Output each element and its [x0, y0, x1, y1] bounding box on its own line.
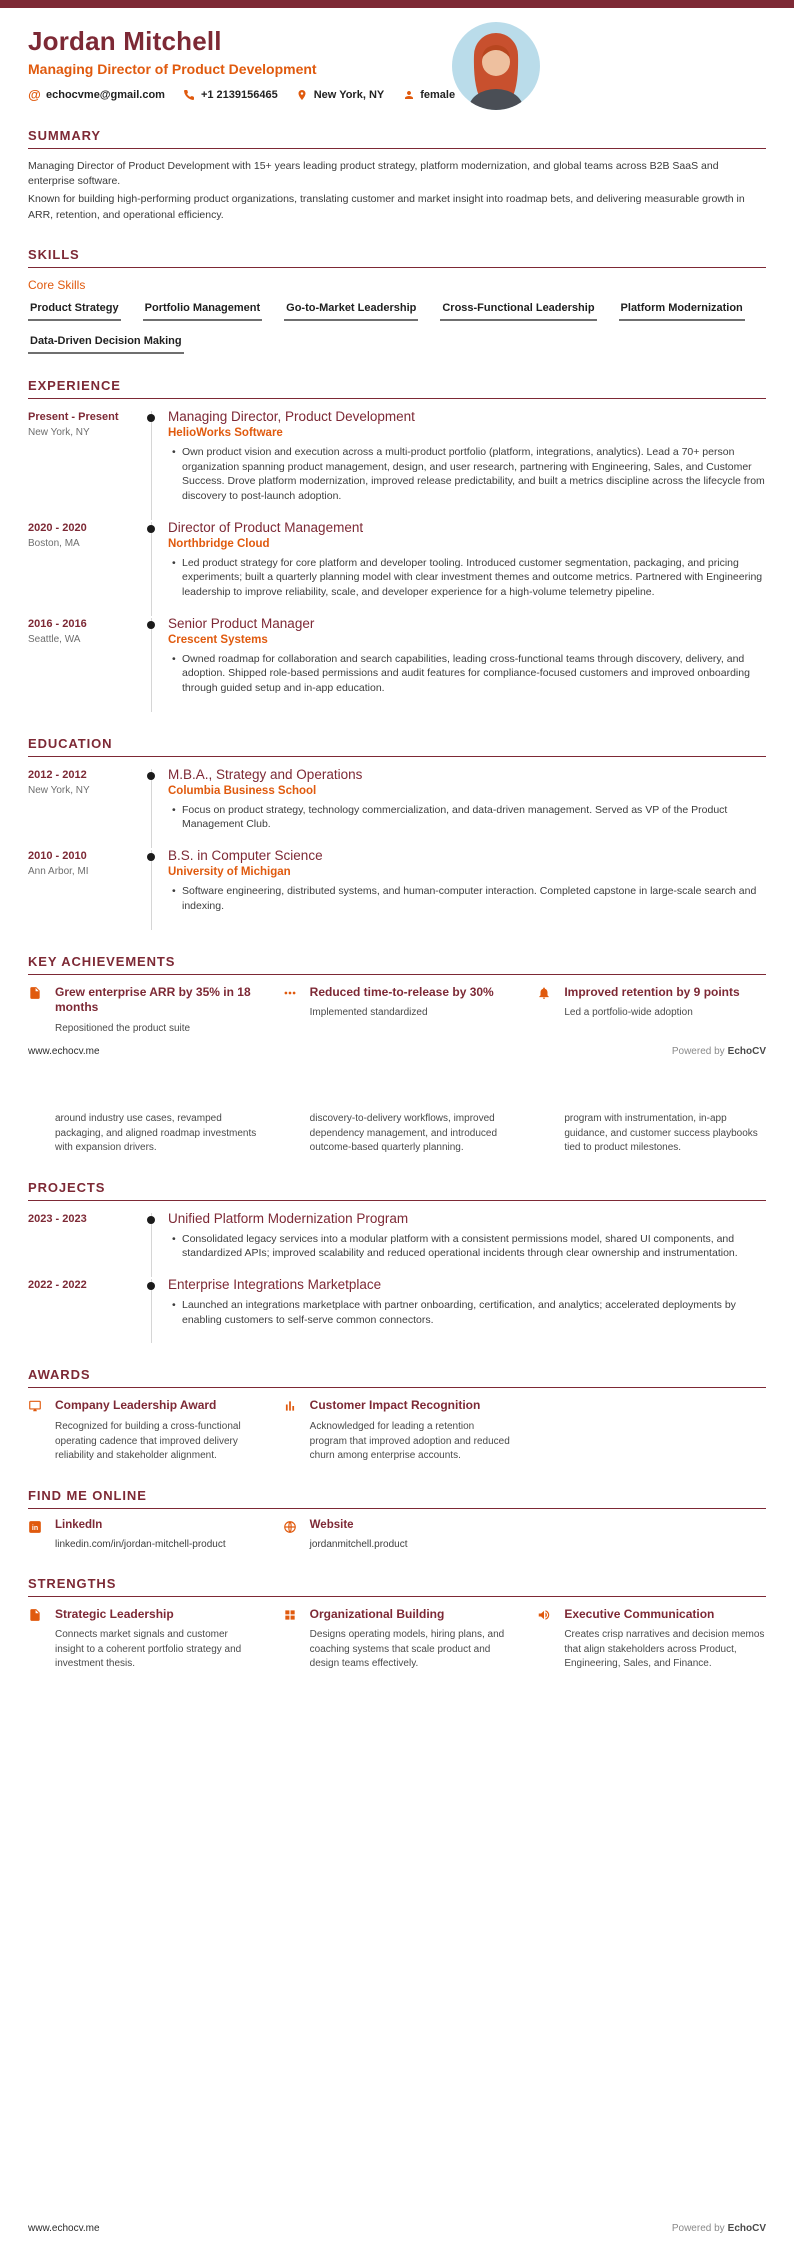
timeline: [134, 767, 168, 848]
ellipsis-icon: [283, 985, 302, 1000]
person-icon: [402, 88, 415, 101]
project-bullet: • Launched an integrations marketplace with partner onboarding, certification, and analytics; accelerated deployments by enabling customers to self-serve common connectors.: [182, 1298, 766, 1327]
section-strengths: [28, 1576, 766, 1672]
awards-grid-spacer: [537, 1398, 766, 1463]
experience-title: Managing Director, Product Development: [168, 408, 415, 424]
achievement-card: [283, 985, 512, 1037]
award-card: [28, 1398, 257, 1463]
skill-chip: Go-to-Market Leadership: [284, 302, 418, 321]
strengths-grid: [28, 1607, 766, 1672]
skills-heading: SKILLS: [28, 246, 80, 262]
powered-by: [672, 2223, 766, 2234]
online-grid: [28, 1519, 766, 1552]
summary-heading: SUMMARY: [28, 128, 101, 143]
online-card-linkedin: [28, 1519, 257, 1552]
online-heading: FIND ME ONLINE: [28, 1487, 147, 1503]
strength-content: [55, 1607, 257, 1672]
project-content: [168, 1211, 766, 1277]
experience-bullets: [168, 556, 766, 600]
education-location: Ann Arbor, MI: [28, 866, 89, 878]
globe-icon: [283, 1519, 302, 1534]
timeline-dot: [147, 525, 155, 533]
education-degree: B.S. in Computer Science: [168, 848, 323, 864]
section-achievements: [28, 954, 766, 1037]
strength-card: [28, 1607, 257, 1672]
awards-heading: AWARDS: [28, 1367, 91, 1383]
achievement-card: [537, 985, 766, 1037]
powered-by-prefix: Powered by: [671, 2223, 725, 2234]
achievements-grid: [28, 985, 766, 1037]
online-grid-spacer: [537, 1519, 766, 1552]
project-bullets: [168, 1232, 766, 1261]
strength-body: Connects market signals and customer insight to a coherent portfolio strategy and investment thesis.: [55, 1629, 242, 1670]
footer-site-link[interactable]: www.echocv.me: [28, 2223, 100, 2234]
contact-gender-text: female: [420, 88, 456, 101]
education-bullets: [168, 884, 766, 913]
speaker-icon: [537, 1607, 556, 1622]
bell-icon: [537, 985, 556, 1000]
section-rule: [28, 267, 766, 268]
experience-bullets: [168, 652, 766, 696]
online-card-website: [283, 1519, 512, 1552]
experience-bullet: • Own product vision and execution across a multi-product portfolio (platform, integrations, analytics). Lead a 70+ person organization spanning product management, design, and user research, partnering with Engineering, Sales, and Customer Success. Drove platform modernization, improved release predictability, and built a metrics discipline across the lifecycle from discovery to post-launch adoption.: [182, 445, 766, 504]
award-content: [310, 1398, 512, 1463]
timeline-dot: [147, 1216, 155, 1224]
award-content: [55, 1398, 257, 1463]
experience-entry: [28, 520, 766, 616]
contact-row: [28, 88, 766, 101]
section-awards: [28, 1367, 766, 1463]
experience-content: [168, 409, 766, 520]
svg-text:in: in: [31, 1524, 39, 1532]
section-rule: [28, 974, 766, 975]
award-body: Recognized for building a cross-functional operating cadence that improved delivery reliability and stakeholder alignment.: [55, 1421, 241, 1462]
echocv-brand: EchoCV: [727, 1046, 766, 1058]
achievement-title: Reduced time-to-release by 30%: [309, 984, 494, 999]
strength-card: [283, 1607, 512, 1672]
contact-email[interactable]: [28, 88, 165, 101]
section-rule: [28, 148, 766, 149]
award-title: Customer Impact Recognition: [309, 1398, 481, 1413]
education-school: Columbia Business School: [168, 784, 317, 797]
email-icon: @: [28, 87, 41, 102]
skills-group-label: Core Skills: [28, 277, 86, 292]
experience-location: Seattle, WA: [28, 633, 81, 645]
experience-dates: 2016 - 2016: [28, 617, 87, 630]
timeline: [134, 616, 168, 712]
footer-site-link[interactable]: www.echocv.me: [28, 1046, 100, 1058]
job-title: Managing Director of Product Development: [28, 61, 317, 77]
achievement-card: [28, 985, 257, 1037]
section-rule: [28, 398, 766, 399]
education-content: [168, 767, 766, 848]
page1-footer: [28, 1046, 766, 1057]
strength-body: Designs operating models, hiring plans, and coaching systems that scale product and design teams effectively.: [309, 1629, 505, 1670]
bar-chart-icon: [283, 1398, 302, 1413]
experience-dates-cell: [28, 409, 134, 520]
strength-card: [537, 1607, 766, 1672]
timeline-dot: [147, 414, 155, 422]
contact-location-text: New York, NY: [313, 88, 385, 101]
top-accent-bar: [0, 0, 794, 8]
page-content: [0, 8, 794, 1672]
strength-content: [310, 1607, 512, 1672]
experience-location: Boston, MA: [28, 537, 80, 549]
section-rule: [28, 756, 766, 757]
strength-title: Executive Communication: [564, 1606, 715, 1621]
education-heading: EDUCATION: [28, 735, 113, 751]
contact-phone[interactable]: [183, 88, 278, 101]
achievement-intro: Implemented standardized: [309, 1007, 428, 1019]
project-entry: [28, 1211, 766, 1277]
online-label: Website: [309, 1518, 354, 1531]
experience-bullet: • Owned roadmap for collaboration and search capabilities, leading cross-functional teams through discovery, delivery, and adoption. Shipped role-based permissions and audit features for compliance-focused customers and improved onboarding through guided setup and in-app education.: [182, 652, 766, 696]
project-title: Enterprise Integrations Marketplace: [168, 1277, 382, 1293]
experience-title: Senior Product Manager: [168, 615, 315, 631]
award-title: Company Leadership Award: [55, 1398, 217, 1413]
experience-dates-cell: [28, 616, 134, 712]
education-bullet: • Focus on product strategy, technology commercialization, and data-driven management. Served as VP of the Product Management Club.: [182, 803, 766, 832]
experience-company: Northbridge Cloud: [168, 537, 270, 550]
timeline-dot: [147, 853, 155, 861]
experience-dates: Present - Present: [28, 410, 119, 423]
summary-paragraph: Known for building high-performing product organizations, translating customer and market insight into roadmap bets, and delivering measurable growth in ARR, retention, and operational efficiency.: [28, 193, 745, 221]
section-summary: [28, 128, 766, 223]
website-url-link[interactable]: jordanmitchell.product: [309, 1538, 408, 1550]
award-body: Acknowledged for leading a retention program that improved adoption and reduced churn among enterprise accounts.: [309, 1421, 510, 1462]
grid-icon: [283, 1607, 302, 1622]
experience-content: [168, 520, 766, 616]
resume-header: [28, 8, 766, 104]
skill-chip: Cross-Functional Leadership: [440, 302, 596, 321]
section-experience: [28, 378, 766, 712]
project-dates-cell: [28, 1277, 134, 1343]
contact-location: [296, 88, 385, 101]
project-bullets: [168, 1298, 766, 1327]
skill-chip: Portfolio Management: [143, 302, 263, 321]
achievement-intro: Repositioned the product suite: [55, 1022, 191, 1034]
online-label: LinkedIn: [55, 1518, 103, 1531]
powered-by-prefix: Powered by: [671, 1046, 725, 1058]
strength-title: Strategic Leadership: [55, 1606, 174, 1621]
section-rule: [28, 1387, 766, 1388]
achievement-content: [564, 985, 766, 1021]
section-rule: [28, 1200, 766, 1201]
strength-content: [564, 1607, 766, 1672]
timeline: [134, 1277, 168, 1343]
section-find-me-online: [28, 1488, 766, 1552]
experience-company: Crescent Systems: [168, 633, 268, 646]
achievement-content: [310, 985, 512, 1021]
skill-chip: Data-Driven Decision Making: [28, 335, 184, 354]
timeline-dot: [147, 1282, 155, 1290]
strength-title: Organizational Building: [309, 1606, 445, 1621]
education-content: [168, 848, 766, 929]
education-bullets: [168, 803, 766, 832]
powered-by: [672, 1046, 766, 1057]
strengths-heading: STRENGTHS: [28, 1575, 117, 1591]
contact-email-text: echocvme@gmail.com: [46, 88, 165, 101]
project-dates-cell: [28, 1211, 134, 1277]
timeline: [134, 409, 168, 520]
timeline: [134, 1211, 168, 1277]
experience-dates: 2020 - 2020: [28, 521, 87, 534]
skills-list: [28, 302, 766, 354]
projects-heading: PROJECTS: [28, 1179, 106, 1195]
online-content: [55, 1519, 257, 1552]
person-name: Jordan Mitchell: [28, 26, 222, 56]
project-dates: 2023 - 2023: [28, 1212, 87, 1225]
project-content: [168, 1277, 766, 1343]
experience-bullets: [168, 445, 766, 504]
linkedin-url-link[interactable]: linkedin.com/in/jordan-mitchell-product: [55, 1538, 226, 1550]
skill-chip: Platform Modernization: [619, 302, 745, 321]
achievements-heading: KEY ACHIEVEMENTS: [28, 953, 176, 969]
experience-dates-cell: [28, 520, 134, 616]
file-icon: [28, 1607, 47, 1622]
achievement-title: Improved retention by 9 points: [564, 984, 740, 999]
file-icon: [28, 985, 47, 1000]
experience-bullet: • Led product strategy for core platform and developer tooling. Introduced customer segmentation, packaging, and pricing experiments; built a quarterly planning model with clear investment themes and outcome metrics. Partnered with Engineering leadership to improve reliability, scale, and developer experience for a high-volume telemetry pipeline.: [182, 556, 766, 600]
education-bullet: • Software engineering, distributed systems, and human-computer interaction. Completed capstone in large-scale search and indexing.: [182, 884, 766, 913]
page-break-gap: [28, 1057, 766, 1112]
achievement-content: [55, 985, 257, 1037]
location-pin-icon: [296, 88, 309, 101]
project-title: Unified Platform Modernization Program: [168, 1210, 409, 1226]
education-location: New York, NY: [28, 784, 90, 796]
summary-paragraph: Managing Director of Product Development with 15+ years leading product strategy, platform modernization, and global teams across B2B SaaS and enterprise software.: [28, 160, 719, 188]
online-content: [310, 1519, 512, 1552]
project-dates: 2022 - 2022: [28, 1279, 87, 1292]
experience-entry: [28, 616, 766, 712]
linkedin-icon: [28, 1519, 47, 1534]
section-education: [28, 736, 766, 930]
timeline-dot: [147, 772, 155, 780]
strength-body: Creates crisp narratives and decision memos that align stakeholders across Product, Engineering, Sales, and Finance.: [564, 1629, 765, 1670]
section-projects: [28, 1180, 766, 1344]
avatar: [452, 22, 540, 110]
project-bullet: • Consolidated legacy services into a modular platform with a consistent permissions model, shared UI components, and standardized APIs; improved scalability and reduced operational incidents through clear ownership and instrumentation.: [182, 1232, 766, 1261]
section-rule: [28, 1596, 766, 1597]
experience-company: HelioWorks Software: [168, 426, 283, 439]
timeline-dot: [147, 621, 155, 629]
education-dates: 2012 - 2012: [28, 768, 87, 781]
awards-grid: [28, 1398, 766, 1463]
experience-entry: [28, 409, 766, 520]
experience-location: New York, NY: [28, 426, 90, 438]
achievement-continuation: around industry use cases, revamped packaging, and aligned roadmap investments with expansion drivers.: [55, 1113, 257, 1154]
experience-content: [168, 616, 766, 712]
section-rule: [28, 1508, 766, 1509]
education-dates: 2010 - 2010: [28, 850, 87, 863]
education-dates-cell: [28, 848, 134, 929]
education-dates-cell: [28, 767, 134, 848]
education-entry: [28, 848, 766, 929]
achievement-continuation: discovery-to-delivery workflows, improved dependency management, and introduced outcome-based quarterly planning.: [309, 1113, 498, 1154]
contact-phone-text: +1 2139156465: [200, 88, 278, 101]
award-card: [283, 1398, 512, 1463]
education-school: University of Michigan: [168, 866, 291, 879]
section-skills: [28, 247, 766, 354]
achievements-continuation-grid: [28, 1112, 766, 1156]
echocv-brand: EchoCV: [727, 2223, 766, 2234]
education-degree: M.B.A., Strategy and Operations: [168, 766, 363, 782]
phone-icon: [183, 88, 196, 101]
monitor-icon: [28, 1398, 47, 1413]
achievement-continuation: program with instrumentation, in-app guidance, and customer success playbooks tied to product milestones.: [564, 1113, 758, 1154]
timeline: [134, 520, 168, 616]
achievement-title: Grew enterprise ARR by 35% in 18 months: [55, 984, 251, 1015]
timeline: [134, 848, 168, 929]
contact-gender: [402, 88, 455, 101]
experience-heading: EXPERIENCE: [28, 377, 121, 393]
page2-footer: [0, 2223, 794, 2246]
project-entry: [28, 1277, 766, 1343]
achievement-intro: Led a portfolio-wide adoption: [564, 1007, 693, 1019]
education-entry: [28, 767, 766, 848]
skill-chip: Product Strategy: [28, 302, 121, 321]
experience-title: Director of Product Management: [168, 519, 364, 535]
